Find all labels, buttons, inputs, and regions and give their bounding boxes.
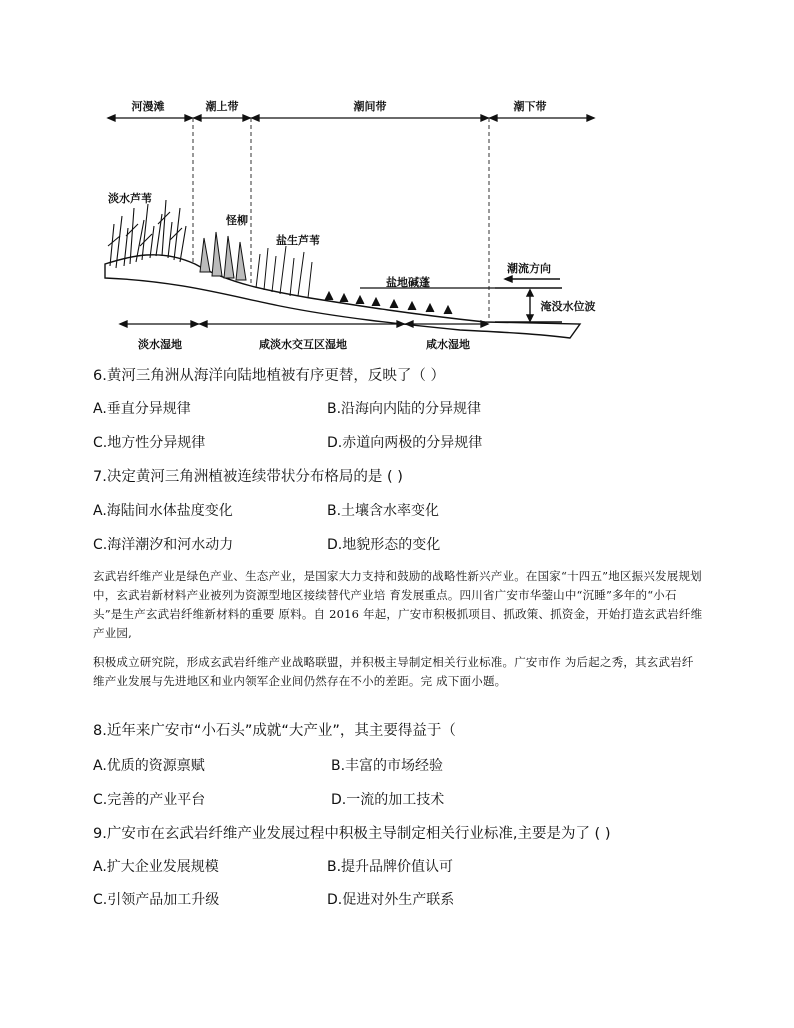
q7-option-d: D.地貌形态的变化 [327, 537, 441, 553]
zone-label-subtidal: 潮下带 [513, 100, 547, 113]
q8-option-a: A.优质的资源禀赋 [93, 758, 205, 774]
q7-option-c: C.海洋潮汐和河水动力 [93, 537, 234, 553]
wetland-zonation-diagram [100, 96, 600, 358]
q8-option-b: B.丰富的市场经验 [331, 758, 444, 774]
q8-option-d: D.一流的加工技术 [331, 792, 445, 808]
tide-direction-label: 潮流方向 [507, 262, 551, 275]
q8-option-c: C.完善的产业平台 [93, 792, 206, 808]
q9-option-b: B.提升品牌价值认可 [327, 859, 454, 875]
passage-paragraph-2: 积极成立研究院，形成玄武岩纤维产业战略联盟，并积极主导制定相关行业标准。广安市作 为后起之秀，其玄武岩纤维产业发展与先进地区和业内领军企业间仍然存在不小的差距。完 成下面小题。 [93, 655, 694, 688]
zone-label-floodplain: 河漫滩 [131, 100, 165, 113]
q9-option-c: C.引领产品加工升级 [93, 892, 220, 908]
wetland-label-saltwater: 咸水湿地 [426, 338, 470, 351]
plant-label-salt-reed: 盐生芦苇 [276, 234, 320, 247]
q6-option-c: C.地方性分异规律 [93, 435, 206, 451]
plant-label-freshwater-reed: 淡水芦苇 [108, 192, 152, 205]
wetland-label-brackish: 咸淡水交互区湿地 [259, 338, 347, 351]
q9-option-d: D.促进对外生产联系 [327, 892, 455, 908]
zone-label-intertidal: 潮间带 [353, 100, 387, 113]
q7-option-a: A.海陆间水体盐度变化 [93, 503, 233, 519]
flood-wave-label: 淹没水位波 [540, 300, 596, 313]
zone-label-supratidal: 潮上带 [205, 100, 239, 113]
q6-option-d: D.赤道向两极的分异规律 [327, 435, 483, 451]
plant-label-tamarisk: 怪柳 [226, 214, 248, 227]
question-6-stem: 6.黄河三角洲从海洋向陆地植被有序更替，反映了（ ） [93, 368, 445, 384]
q6-option-b: B.沿海向内陆的分异规律 [327, 401, 482, 417]
plant-label-seepweed: 盐地碱蓬 [386, 276, 430, 289]
question-8-stem: 8.近年来广安市“小石头”成就“大产业”，其主要得益于（ [93, 723, 456, 739]
question-7-stem: 7.决定黄河三角洲植被连续带状分布格局的是 ( ) [93, 469, 403, 485]
wetland-label-freshwater: 淡水湿地 [138, 338, 182, 351]
passage-paragraph-1: 玄武岩纤维产业是绿色产业、生态产业，是国家大力支持和鼓励的战略性新兴产业。在国家“十四五”地区振兴发展规划中，玄武岩新材料产业被列为资源型地区接续替代产业培 育发展重点。四川省广安市华蓥山中“沉睡”多年的“小石头”是生产玄武岩纤维新材料的重要 原料。自 2016 年起，广安市积极抓项目、抓政策、抓资金，开始打造玄武岩纤维产业园, [93, 569, 703, 640]
q9-option-a: A.扩大企业发展规模 [93, 859, 219, 875]
question-9-stem: 9.广安市在玄武岩纤维产业发展过程中积极主导制定相关行业标准,主要是为了 ( ) [93, 826, 611, 842]
q7-option-b: B.土壤含水率变化 [327, 503, 440, 519]
q6-option-a: A.垂直分异规律 [93, 401, 191, 417]
